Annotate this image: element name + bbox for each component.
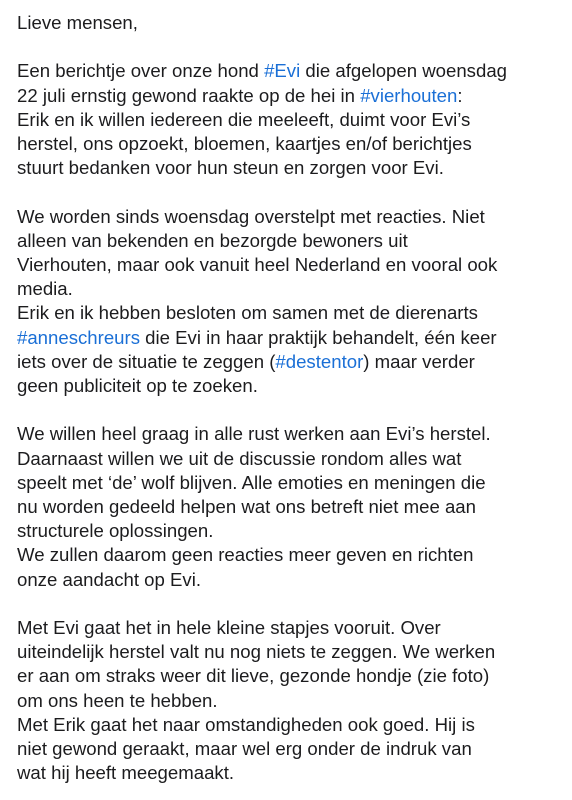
paragraph-4-line-3: er aan om straks weer dit lieve, gezonde hondje (zie foto) [17,665,490,687]
paragraph-3-line-4: nu worden gedeeld helpen wat ons betreft niet mee aan [17,496,476,518]
greeting-line: Lieve mensen, [17,12,138,33]
paragraph-3-line-7: onze aandacht op Evi. [17,568,202,590]
paragraph-1-line-5: stuurt bedanken voor hun steun en zorgen voor Evi. [17,157,444,179]
paragraph-2-line-8: geen publiciteit op te zoeken. [17,375,258,397]
paragraph-2-line-2: alleen van bekenden en bezorgde bewoners uit [17,229,408,251]
paragraph-1-line-1 [17,59,558,83]
paragraph-1-line-2 [17,84,558,108]
text-segment: die Evi in haar praktijk behandelt, één keer [140,326,497,348]
paragraph-2-line-6 [17,326,558,350]
hashtag-vierhouten-link[interactable]: #vierhouten [360,84,458,106]
paragraph-gap [17,398,558,422]
paragraph-4-line-2: uiteindelijk herstel valt nu nog niets te zeggen. We werken [17,641,496,663]
paragraph-4-line-5: Met Erik gaat het naar omstandigheden ook goed. Hij is [17,713,475,735]
paragraph-3-line-6: We zullen daarom geen reacties meer geven en richten [17,544,474,566]
paragraph-2-line-1: We worden sinds woensdag overstelpt met reacties. Niet [17,205,485,227]
paragraph-gap [17,35,558,59]
paragraph-gap [17,592,558,616]
text-segment: : [457,84,463,106]
text-segment: die afgelopen woensdag [300,60,507,82]
paragraph-3-line-2: Daarnaast willen we uit de discussie rondom alles wat [17,447,462,469]
text-segment: iets over de situatie te zeggen ( [17,350,276,372]
hashtag-evi-link[interactable]: #Evi [264,60,301,82]
paragraph-4-line-4: om ons heen te hebben. [17,689,218,711]
paragraph-1-line-4: herstel, ons opzoekt, bloemen, kaartjes en/of berichtjes [17,133,472,154]
paragraph-2-line-3: Vierhouten, maar ook vanuit heel Nederland en vooral ook [17,254,498,275]
paragraph-2-line-5: Erik en ik hebben besloten om samen met de dierenarts [17,302,478,324]
hashtag-anneschreurs-link[interactable]: #anneschreurs [17,326,141,348]
text-segment: ) maar verder [363,350,475,372]
paragraph-3-line-1: We willen heel graag in alle rust werken aan Evi’s herstel. [17,423,491,445]
paragraph-2-line-7 [17,350,558,374]
paragraph-gap [17,180,558,204]
paragraph-3-line-5: structurele oplossingen. [17,520,214,542]
text-segment: Een berichtje over onze hond [17,60,265,82]
paragraph-4-line-6: niet gewond geraakt, maar wel erg onder de indruk van [17,738,472,760]
paragraph-4-line-1: Met Evi gaat het in hele kleine stapjes vooruit. Over [17,617,441,639]
text-segment: 22 juli ernstig gewond raakte op de hei in [17,84,361,106]
paragraph-4-line-7: wat hij heeft meegemaakt. [17,762,235,784]
paragraph-3-line-3: speelt met ‘de’ wolf blijven. Alle emoties en meningen die [17,471,486,493]
paragraph-2-line-4: media. [17,278,73,300]
paragraph-1-line-3: Erik en ik willen iedereen die meeleeft, duimt voor Evi’s [17,108,471,130]
hashtag-destentor-link[interactable]: #destentor [275,350,364,372]
